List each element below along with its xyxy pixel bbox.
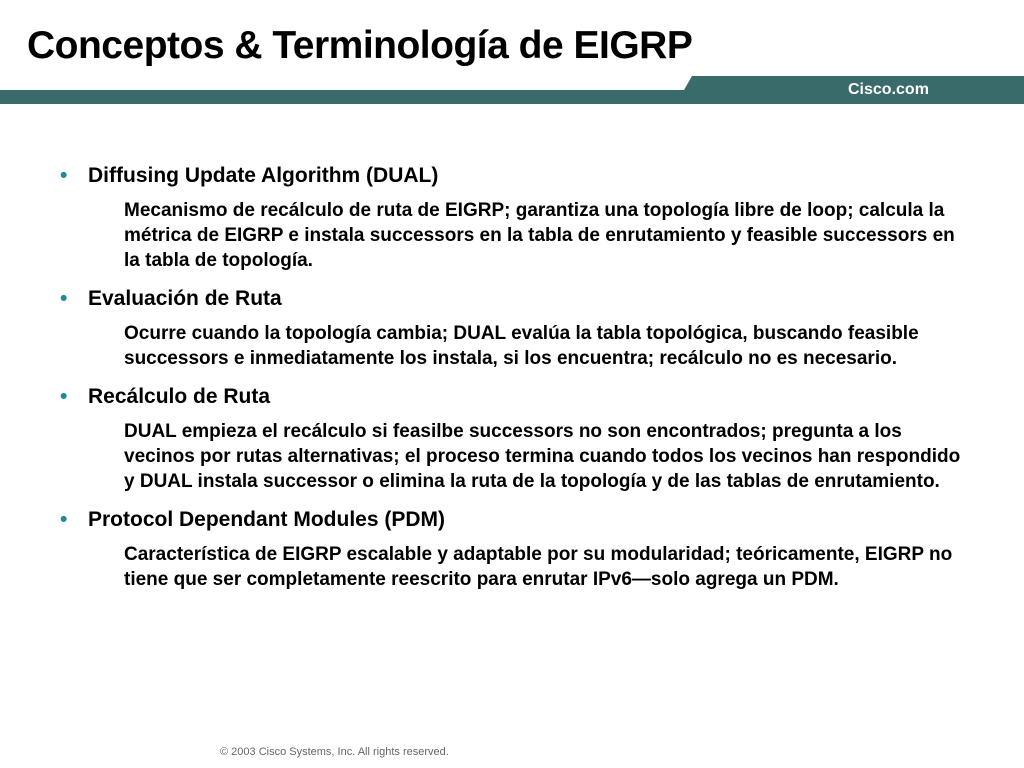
brand-label: Cisco.com — [848, 81, 929, 98]
bullet-item — [60, 504, 980, 592]
bullet-heading-text: Recálculo de Ruta — [88, 385, 271, 408]
bullet-heading — [60, 283, 980, 315]
slide-title: Conceptos & Terminología de EIGRP — [27, 24, 693, 67]
bullet-description: DUAL empieza el recálculo si feasilbe successors no son encontrados; pregunta a los vecinos por rutas alternativas; el proceso termina cuando todos los vecinos han respondido y DUAL instala successor o elimina la ruta de la topología y de las tablas de enrutamiento. — [124, 421, 961, 492]
bullet-heading-text: Evaluación de Ruta — [88, 287, 282, 310]
bullet-dot-icon: • — [60, 385, 68, 408]
bullet-item — [60, 381, 980, 494]
header-band-stripe — [0, 90, 690, 104]
bullet-description: Ocurre cuando la topología cambia; DUAL evalúa la tabla topológica, buscando feasible successors e inmediatamente los instala, si los encuentra; recálculo no es necesario. — [124, 323, 919, 369]
bullet-heading — [60, 504, 980, 536]
bullet-dot-icon: • — [60, 164, 68, 187]
bullet-heading — [60, 160, 980, 192]
bullet-list — [60, 160, 980, 602]
bullet-description: Característica de EIGRP escalable y adaptable por su modularidad; teóricamente, EIGRP no tiene que ser completamente reescrito para enrutar IPv6—solo agrega un PDM. — [124, 544, 953, 590]
bullet-item — [60, 283, 980, 371]
copyright-notice: © 2003 Cisco Systems, Inc. All rights reserved. — [220, 746, 449, 758]
bullet-dot-icon: • — [60, 287, 68, 310]
bullet-item — [60, 160, 980, 273]
bullet-dot-icon: • — [60, 508, 68, 531]
bullet-heading — [60, 381, 980, 413]
bullet-heading-text: Protocol Dependant Modules (PDM) — [88, 508, 445, 531]
bullet-heading-text: Diffusing Update Algorithm (DUAL) — [88, 164, 439, 187]
bullet-description: Mecanismo de recálculo de ruta de EIGRP; garantiza una topología libre de loop; calcula la métrica de EIGRP e instala successors en la tabla de enrutamiento y feasible successors en la tabla de topología. — [124, 200, 955, 271]
